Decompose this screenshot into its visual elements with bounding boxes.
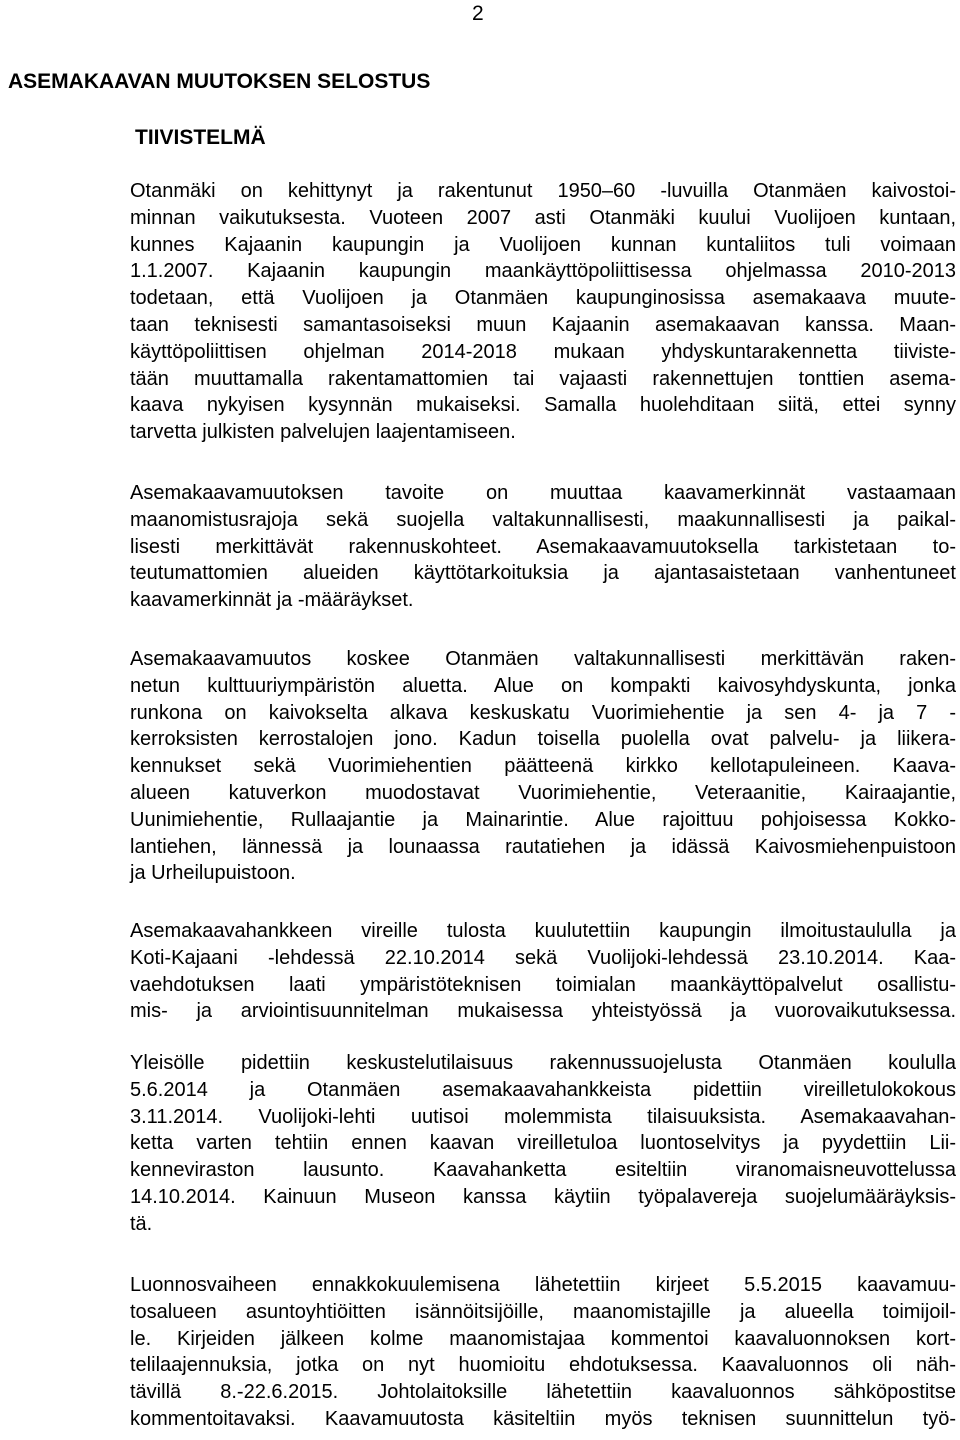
text-line: Otanmäki on kehittynyt ja rakentunut 1950–60 -luvuilla Otanmäen kaivostoi- — [130, 180, 956, 202]
text-line: 14.10.2014. Kainuun Museon kanssa käytiin työpalavereja suojelumääräyksis- — [130, 1185, 956, 1208]
paragraph-project-initiation — [130, 918, 956, 1025]
text-line: maanomistusrajoja sekä suojella valtakunnallisesti, maakunnallisesti ja paikal- — [130, 508, 956, 531]
text-line: Asemakaavamuutos koskee Otanmäen valtakunnallisesti merkittävän raken- — [130, 648, 956, 670]
text-line: 5.6.2014 ja Otanmäen asemakaavahankkeista pidettiin vireilletulokokous — [130, 1078, 956, 1101]
text-line: telilaajennuksia, jotka on nyt huomioitu ehdotuksessa. Kaavaluonnos oli näh- — [130, 1354, 956, 1377]
text-line: Uunimiehentie, Rullaajantie ja Mainarintie. Alue rajoittuu pohjoisessa Kokko- — [130, 808, 956, 831]
text-line: todetaan, että Vuolijoen ja Otanmäen kaupunginosissa asemakaava muute- — [130, 287, 956, 310]
text-line: tosalueen asuntoyhtiöitten isännöitsijöille, maanomistajille ja alueella toimijoil- — [130, 1300, 956, 1323]
text-line: minnan vaikutuksesta. Vuoteen 2007 asti Otanmäki kuului Vuolijoen kuntaan, — [130, 206, 956, 229]
text-line: lisesti merkittävät rakennuskohteet. Asemakaavamuutoksella tarkistetaan to- — [130, 535, 956, 558]
text-line: kommentoitavaksi. Kaavamuutosta käsiteltiin myös teknisen suunnittelun työ- — [130, 1407, 956, 1430]
text-line: Koti-Kajaani -lehdessä 22.10.2014 sekä Vuolijoki-lehdessä 23.10.2014. Kaa- — [130, 946, 956, 969]
text-line: teutumattomien alueiden käyttötarkoituksia ja ajantasaistetaan vanhentuneet — [130, 562, 956, 585]
text-line: Asemakaavahankkeen vireille tulosta kuulutettiin kaupungin ilmoitustaululla ja — [130, 920, 956, 942]
paragraph-objective — [130, 480, 956, 614]
paragraph-background — [130, 178, 956, 446]
text-line: tä. — [130, 1212, 153, 1235]
document-title: ASEMAKAAVAN MUUTOKSEN SELOSTUS — [8, 70, 431, 93]
text-line: tarvetta julkisten palvelujen laajentamiseen. — [130, 421, 516, 444]
text-line: le. Kirjeiden jälkeen kolme maanomistajaa kommentoi kaavaluonnoksen kort- — [130, 1327, 956, 1350]
paragraph-area-description — [130, 646, 956, 887]
text-line: käyttöpoliittisen ohjelman 2014-2018 mukaan yhdyskuntarakennetta tiiviste- — [130, 340, 956, 363]
text-line: tään muuttamalla rakentamattomien tai vajaasti rakennettujen tonttien asema- — [130, 367, 956, 390]
paragraph-public-events — [130, 1050, 956, 1238]
text-line: 1.1.2007. Kajaanin kaupungin maankäyttöpoliittisessa ohjelmassa 2010-2013 — [130, 260, 956, 283]
paragraph-draft-consultation — [130, 1272, 956, 1433]
text-line: runkona on kaivokselta alkava keskuskatu Vuorimiehentie ja sen 4- ja 7 - — [130, 701, 956, 724]
text-line: kerroksisten kerrostalojen jono. Kadun toisella puolella ovat palvelu- ja liikera- — [130, 728, 956, 751]
text-line: lantiehen, lännessä ja lounaassa rautatiehen ja idässä Kaivosmiehenpuistoon — [130, 835, 956, 858]
text-line: mis- ja arviointisuunnitelman mukaisessa yhteistyössä ja vuorovaikutuksessa. — [130, 1000, 956, 1023]
text-line: Asemakaavamuutoksen tavoite on muuttaa kaavamerkinnät vastaamaan — [130, 482, 956, 504]
text-line: netun kulttuuriympäristön aluetta. Alue on kompakti kaivosyhdyskunta, jonka — [130, 674, 956, 697]
text-line: vaehdotuksen laati ympäristöteknisen toimialan maankäyttöpalvelut osallistu- — [130, 973, 956, 996]
text-line: kaavamerkinnät ja -määräykset. — [130, 589, 414, 612]
text-line: kenneviraston lausunto. Kaavahanketta esiteltiin viranomaisneuvottelussa — [130, 1159, 956, 1182]
text-line: Luonnosvaiheen ennakkokuulemisena lähetettiin kirjeet 5.5.2015 kaavamuu- — [130, 1274, 956, 1296]
section-title-tiivistelma: TIIVISTELMÄ — [135, 126, 266, 149]
text-line: kunnes Kajaanin kaupungin ja Vuolijoen kunnan kuntaliitos tuli voimaan — [130, 233, 956, 256]
page-number: 2 — [472, 2, 484, 25]
text-line: tävillä 8.-22.6.2015. Johtolaitoksille lähetettiin kaavaluonnos sähköpostitse — [130, 1381, 956, 1404]
text-line: 3.11.2014. Vuolijoki-lehti uutisoi molemmista tilaisuuksista. Asemakaavahan- — [130, 1105, 956, 1128]
text-line: kennukset sekä Vuorimiehentien päätteenä kirkko kellotapuleineen. Kaava- — [130, 755, 956, 778]
text-line: alueen katuverkon muodostavat Vuorimiehentie, Veteraanitie, Kairaajantie, — [130, 781, 956, 804]
text-line: ketta varten tehtiin ennen kaavan vireilletuloa luontoselvitys ja pyydettiin Lii- — [130, 1132, 956, 1155]
text-line: taan teknisesti samantasoiseksi muun Kajaanin asemakaavan kanssa. Maan- — [130, 313, 956, 336]
text-line: Yleisölle pidettiin keskustelutilaisuus rakennussuojelusta Otanmäen koululla — [130, 1052, 956, 1074]
text-line: ja Urheilupuistoon. — [130, 862, 296, 885]
text-line: kaava nykyisen kysynnän mukaiseksi. Samalla huolehditaan siitä, ettei synny — [130, 394, 956, 417]
